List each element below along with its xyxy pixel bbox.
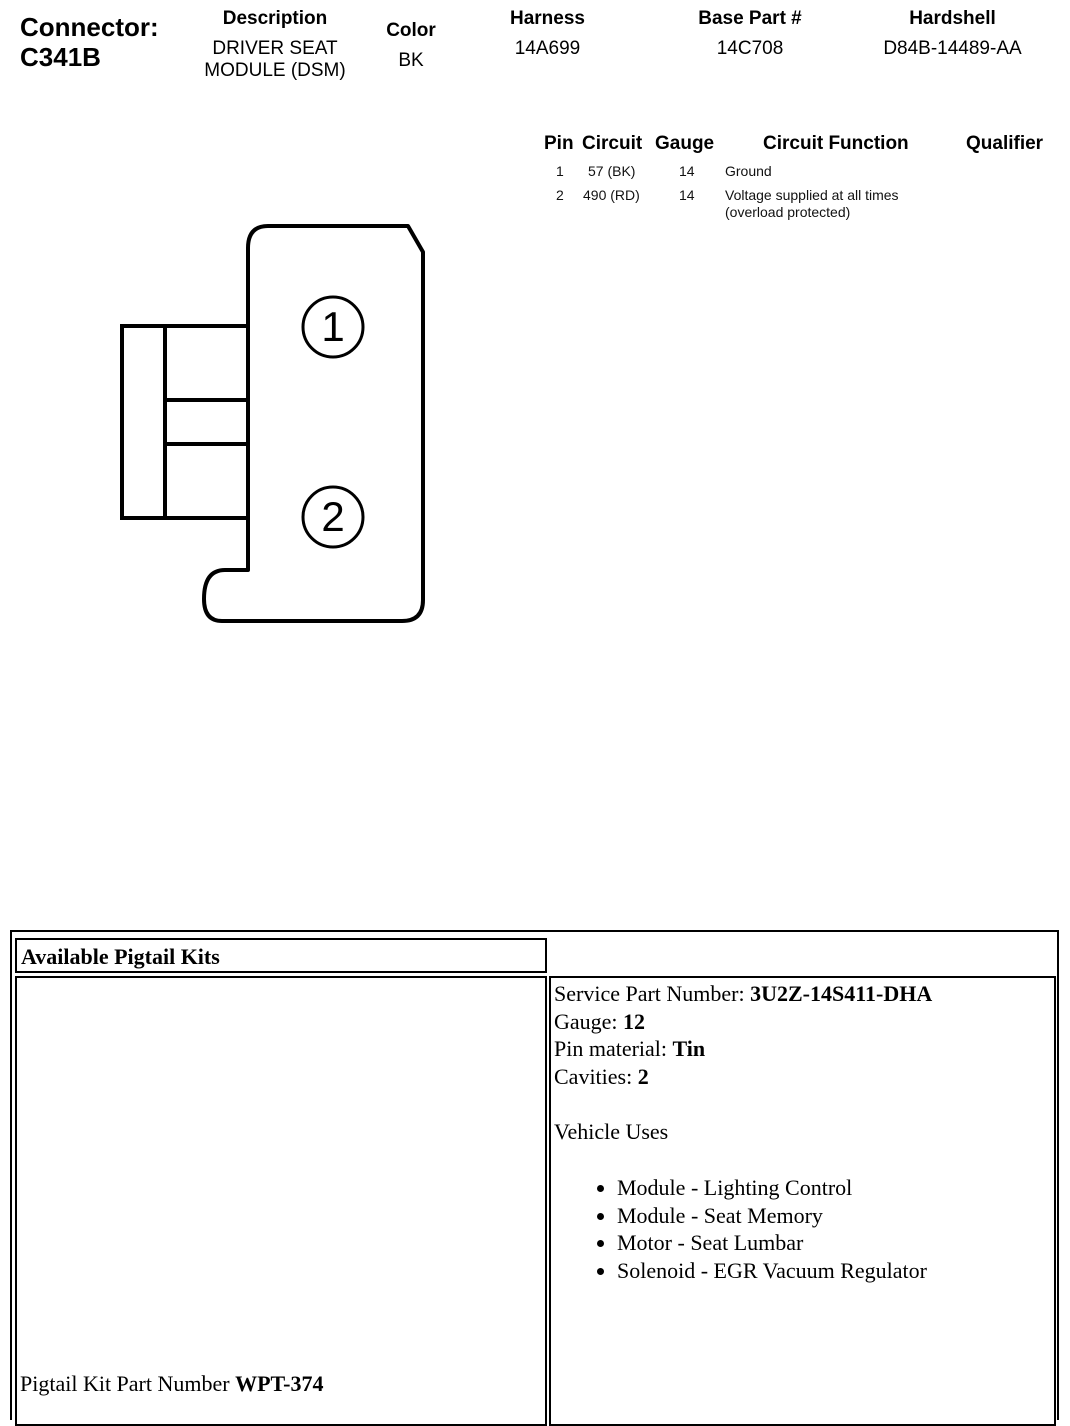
pin-column-header: Pin bbox=[544, 133, 574, 154]
row-pin: 2 bbox=[556, 187, 564, 203]
harness-value: 14A699 bbox=[514, 38, 581, 59]
connector-face-diagram bbox=[110, 215, 440, 635]
cavities-value: 2 bbox=[637, 1064, 649, 1089]
locking-tab bbox=[122, 326, 248, 518]
list-item: • Module - Seat Memory bbox=[617, 1202, 927, 1230]
color-value: BK bbox=[398, 50, 424, 71]
connector-id: C341B bbox=[20, 42, 101, 72]
circuit-column-header: Circuit bbox=[582, 133, 643, 154]
pigtail-kit-part-number bbox=[20, 1371, 324, 1397]
service-pn-label: Service Part Number: bbox=[554, 981, 751, 1006]
vehicle-uses-heading: Vehicle Uses bbox=[554, 1119, 669, 1144]
connector-housing bbox=[204, 226, 423, 621]
pin-material-value: Tin bbox=[672, 1036, 706, 1061]
description-label: Description bbox=[222, 8, 328, 29]
row-function: Voltage supplied at all times bbox=[725, 187, 899, 203]
gauge-spec bbox=[554, 1009, 645, 1035]
qualifier-column-header: Qualifier bbox=[966, 133, 1044, 154]
color-label: Color bbox=[386, 20, 436, 41]
description-column bbox=[180, 8, 370, 82]
list-item: • Motor - Seat Lumbar bbox=[617, 1229, 927, 1257]
gauge-spec-label: Gauge: bbox=[554, 1009, 624, 1034]
row-function-continued: (overload protected) bbox=[725, 204, 851, 220]
color-column bbox=[370, 20, 452, 72]
pigtail-kit-title-cell bbox=[15, 938, 547, 973]
list-item: • Solenoid - EGR Vacuum Regulator bbox=[617, 1257, 927, 1285]
pigtail-kit-title: Available Pigtail Kits bbox=[21, 944, 220, 969]
harness-column bbox=[490, 8, 605, 60]
description-line1: DRIVER SEAT bbox=[212, 38, 338, 59]
harness-label: Harness bbox=[510, 8, 585, 29]
circuit-function-column-header: Circuit Function bbox=[763, 133, 909, 154]
service-pn-value: 3U2Z-14S411-DHA bbox=[750, 981, 933, 1006]
base-part-value: 14C708 bbox=[716, 38, 784, 59]
service-part-number bbox=[554, 981, 932, 1007]
pigtail-kit-details-cell bbox=[549, 976, 1056, 1426]
row-gauge: 14 bbox=[679, 163, 695, 179]
description-line2: MODULE (DSM) bbox=[204, 60, 346, 81]
hardshell-label: Hardshell bbox=[909, 8, 996, 29]
row-function: Ground bbox=[725, 163, 772, 179]
list-item: • Module - Lighting Control bbox=[617, 1174, 927, 1202]
row-circuit: 490 (RD) bbox=[583, 187, 640, 203]
connector-heading bbox=[20, 12, 159, 72]
kit-pn-label: Pigtail Kit Part Number bbox=[20, 1371, 236, 1396]
kit-pn-value: WPT-374 bbox=[235, 1371, 324, 1396]
cavities-spec bbox=[554, 1064, 649, 1090]
pin-2-label: 2 bbox=[321, 493, 345, 540]
base-part-column bbox=[680, 8, 820, 60]
pigtail-kit-image-cell bbox=[15, 976, 547, 1426]
gauge-spec-value: 12 bbox=[623, 1009, 646, 1034]
gauge-column-header: Gauge bbox=[655, 133, 715, 154]
hardshell-column bbox=[860, 8, 1045, 60]
cavities-label: Cavities: bbox=[554, 1064, 638, 1089]
hardshell-value: D84B-14489-AA bbox=[883, 38, 1022, 59]
row-gauge: 14 bbox=[679, 187, 695, 203]
vehicle-uses-list bbox=[591, 1174, 927, 1284]
pin-material-spec bbox=[554, 1036, 705, 1062]
row-pin: 1 bbox=[556, 163, 564, 179]
pin-1-label: 1 bbox=[321, 303, 345, 350]
row-circuit: 57 (BK) bbox=[588, 163, 636, 179]
pin-material-label: Pin material: bbox=[554, 1036, 673, 1061]
connector-label: Connector: bbox=[20, 12, 159, 42]
base-part-label: Base Part # bbox=[698, 8, 802, 29]
